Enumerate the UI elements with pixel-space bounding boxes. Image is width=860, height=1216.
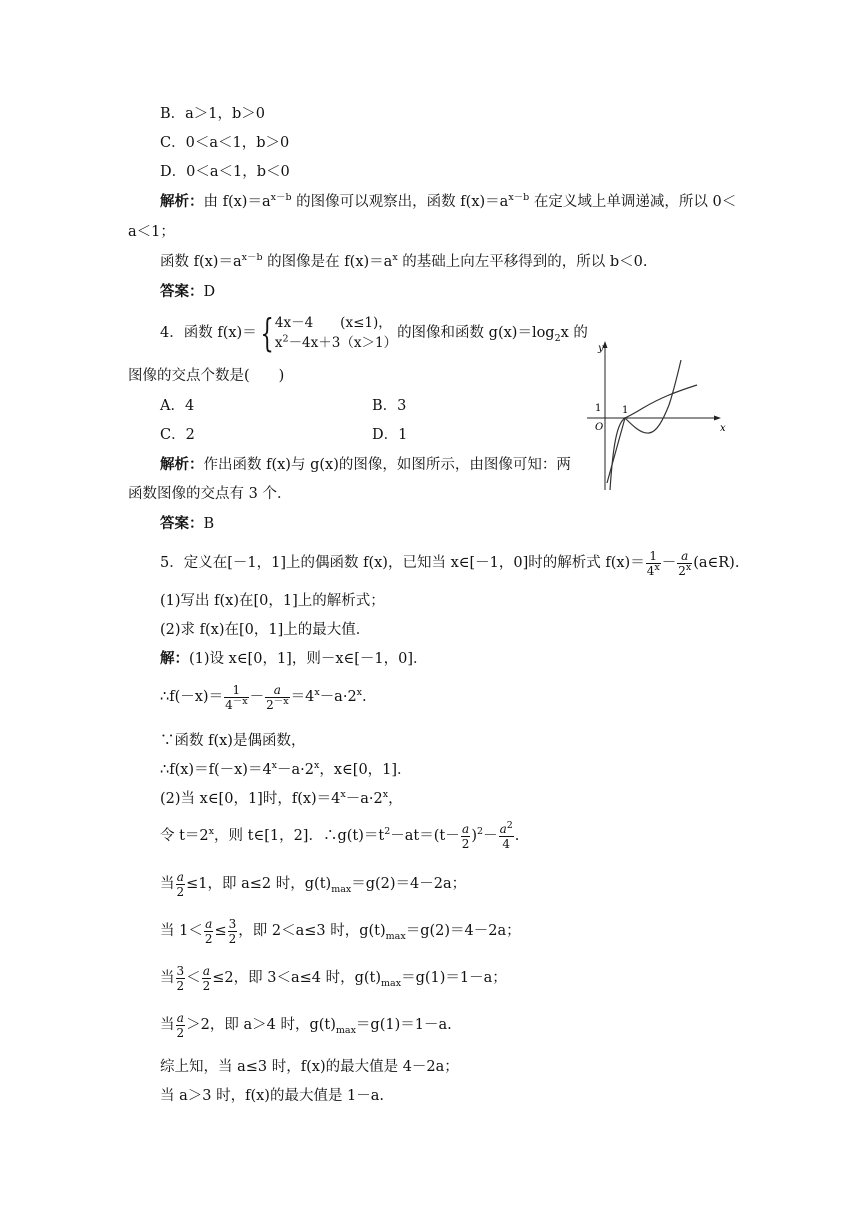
denominator: 2 (176, 1025, 185, 1040)
q5-summary-line1: 综上知，当 a≤3 时，f(x)的最大值是 4－2a； (160, 1059, 459, 1075)
fraction (202, 964, 212, 993)
x-axis-label: x (720, 423, 726, 434)
numerator: 1 (232, 682, 241, 697)
numerator: 3 (228, 916, 237, 931)
q5-solution-line3: ∵函数 f(x)是偶函数， (160, 733, 306, 749)
q4-option-b: B．3 (372, 398, 407, 414)
base: 2 (678, 563, 686, 578)
numerator: a (176, 1010, 184, 1025)
text: 当 (160, 970, 175, 986)
numerator (499, 819, 514, 836)
fraction (646, 549, 661, 578)
fraction (176, 964, 186, 993)
numerator: a (205, 916, 213, 931)
exponent: x (382, 789, 389, 801)
text: . (362, 689, 367, 705)
log-curve (610, 385, 697, 490)
fraction (499, 819, 514, 851)
text: ≤2，即 3＜a≤4 时，g(t) (212, 970, 382, 986)
q3-option-d: D．0＜a＜1，b＜0 (160, 164, 290, 180)
q3-analysis-line3 (160, 252, 648, 272)
answer-value: B (203, 516, 215, 532)
fraction (677, 549, 692, 578)
text: (2)当 x∈[0，1]时，f(x)＝4 (160, 791, 341, 807)
fraction (461, 822, 471, 851)
text: 由 f(x)＝a (203, 194, 271, 210)
exponent: x－b (270, 192, 292, 204)
brace-glyph: { (260, 311, 274, 355)
q3-option-b: B．a＞1，b＞0 (160, 106, 266, 122)
subscript: max (331, 883, 352, 895)
subscript: max (381, 977, 402, 989)
text: ＝g(2)＝4－2a； (405, 923, 521, 939)
subscript: max (335, 1024, 356, 1036)
subscript: max (385, 930, 406, 942)
numerator: 1 (649, 548, 658, 563)
x-axis-arrow (714, 416, 721, 421)
q4-analysis-line1 (160, 455, 571, 475)
text: x (274, 335, 283, 351)
text: 的图像是在 f(x)＝a (262, 254, 393, 270)
exponent: x (685, 561, 692, 573)
text: ≤ (214, 923, 227, 939)
q5-solution-line2: ∴f(－x)＝ $\frac{1}{4^{-x}}$ － $\frac{a}{2^{-x}}$ $=4^x-a\cdot 2^x$. (160, 682, 367, 712)
origin-label: O (595, 422, 604, 433)
q3-answer (160, 282, 215, 302)
numerator: a (461, 821, 470, 836)
text: 作出函数 f(x)与 g(x)的图像，如图所示，由图像可知：两 (203, 457, 571, 473)
text: ＝4 (290, 689, 315, 705)
exponent: x (654, 561, 660, 573)
q5-case2 (160, 913, 521, 949)
q4-option-c: C．2 (160, 427, 195, 443)
text: ＝g(2)＝4－2a； (351, 876, 467, 892)
answer-label: 答案： (160, 283, 204, 300)
q5-part1: (1)写出 f(x)在[0，1]上的解析式； (160, 593, 385, 609)
denominator (265, 697, 290, 712)
q5-case3 (160, 960, 507, 996)
text: ，x∈[0，1]． (319, 762, 412, 778)
q4-option-d: D．1 (372, 427, 408, 443)
text: 函数 f(x)＝a (160, 254, 242, 270)
q5-solution-line4 (160, 760, 412, 780)
exponent: 2 (477, 826, 484, 838)
denominator: 4 (499, 836, 514, 851)
text: (1)设 x∈[0，1]，则－x∈[－1，0]． (189, 651, 428, 667)
denominator (646, 563, 661, 578)
denominator: 2 (461, 836, 470, 851)
analysis-label: 解析： (160, 193, 204, 210)
numerator: a (681, 548, 689, 563)
base: 4 (225, 697, 233, 712)
text: (a∈R). (693, 555, 740, 571)
exponent: x (208, 826, 215, 838)
text: ＝g(1)＝1－a； (401, 970, 507, 986)
case-2 (275, 333, 397, 353)
fraction (176, 870, 186, 899)
denominator (677, 563, 692, 578)
exponent: x (356, 687, 363, 699)
q3-analysis-line1 (160, 192, 736, 212)
text: 在定义域上单调递减，所以 0＜ (529, 194, 737, 210)
function-graph (575, 335, 725, 495)
text: ，则 t∈[1，2]．∴g(t)＝t (214, 828, 385, 844)
fraction (265, 683, 290, 712)
exponent: 2 (506, 819, 513, 831)
exponent: x (314, 760, 320, 772)
text: 5．定义在[－1，1]上的偶函数 f(x)，已知当 x∈[－1，0]时的解析式 f(x)＝ (160, 555, 645, 571)
piecewise-cases (275, 313, 397, 353)
numerator: a (273, 682, 281, 697)
fraction (224, 683, 249, 712)
text: ，即 2＜a≤3 时，g(t) (238, 923, 386, 939)
text: x 的 (560, 325, 588, 341)
text: ， (388, 791, 403, 807)
q5-solution-line6: 令 $t=2^x$，则 t∈[1，2]．$\therefore g(t)=t^2-at=(t-$ $\frac{a}{2}$ )$^2$－ $\frac{a^2}{4}$ . (160, 819, 520, 851)
y-tick-label: 1 (595, 403, 602, 414)
q5-case1 (160, 866, 466, 902)
q5-case4 (160, 1007, 452, 1043)
exponent: x (340, 789, 346, 801)
text: ＝g(1)＝1－a. (355, 1017, 452, 1033)
text: 的基础上向左平移得到的，所以 b＜0. (397, 254, 648, 270)
exponent: －x (232, 695, 248, 707)
piecewise-curve (607, 360, 681, 483)
q4-answer (160, 514, 214, 534)
base: 4 (646, 563, 655, 578)
fraction (176, 1011, 186, 1040)
exponent: －x (273, 695, 289, 707)
solution-label: 解： (160, 650, 189, 667)
denominator: 2 (202, 978, 211, 993)
answer-value: D (203, 284, 216, 300)
numerator: 3 (176, 963, 185, 978)
x-tick-label: 1 (622, 405, 629, 416)
text: －4x＋3（x＞1） (288, 335, 398, 351)
q4-option-a: A．4 (160, 398, 195, 414)
denominator (224, 697, 249, 712)
text: ∴f(－x)＝ (160, 689, 224, 705)
fraction (228, 917, 238, 946)
exponent: 2 (282, 333, 289, 345)
text: －a·2 (345, 791, 383, 807)
q5-part2: (2)求 f(x)在[0，1]上的最大值． (160, 622, 371, 638)
base: a (499, 821, 507, 836)
answer-label: 答案： (160, 515, 204, 532)
q4-analysis-line2: 函数图像的交点有 3 个． (128, 486, 292, 502)
text: －at＝(t－ (390, 828, 460, 844)
fraction (204, 917, 214, 946)
case-1: 4x－4 (x≤1)， (274, 315, 392, 331)
text: － (483, 828, 498, 844)
subscript: 2 (554, 332, 561, 344)
text: ) (471, 828, 478, 844)
analysis-label: 解析： (160, 456, 204, 473)
text: 的图像可以观察出，函数 f(x)＝a (291, 194, 509, 210)
text: 当 1＜ (160, 923, 203, 939)
text: 令 t＝2 (160, 828, 209, 844)
q5-solution-line5 (160, 789, 403, 809)
denominator: 2 (176, 884, 185, 899)
q5-stem: 5．定义在[－1，1]上的偶函数 f(x)，已知当 x∈[－1，0]时的解析式 f(x)＝ $\frac{1}{4^x}$ － $\frac{a}{2^x}$ (a∈R). (160, 548, 740, 578)
text: ≤1，即 a≤2 时，g(t) (186, 876, 332, 892)
exponent: x－b (241, 252, 263, 264)
exponent: 2 (384, 826, 391, 838)
text: ＞2，即 a＞4 时，g(t) (186, 1017, 336, 1033)
text: 当 (160, 1017, 175, 1033)
text: 当 (160, 876, 175, 892)
denominator: 2 (176, 978, 185, 993)
text: ∴f(x)＝f(－x)＝4 (160, 762, 272, 778)
q5-solution-line1 (160, 649, 428, 669)
q5-summary-line2: 当 a＞3 时，f(x)的最大值是 1－a. (160, 1088, 385, 1104)
base: 2 (266, 697, 274, 712)
q3-analysis-line2: a＜1； (128, 224, 175, 240)
exponent: x－b (508, 192, 530, 204)
exponent: x (271, 760, 278, 772)
text: －a·2 (319, 689, 357, 705)
exponent: x (314, 687, 320, 699)
q4-stem-line1 (160, 313, 588, 353)
numerator: a (176, 869, 184, 884)
q4-stem-line2: 图像的交点个数是( ) (128, 368, 285, 384)
numerator: a (202, 963, 211, 978)
text: 的图像和函数 g(x)＝log (397, 325, 555, 341)
text: 4．函数 f(x)＝ (160, 325, 257, 341)
exponent: x (392, 252, 398, 264)
denominator: 2 (228, 931, 237, 946)
denominator: 2 (204, 931, 213, 946)
text: ＜ (186, 970, 201, 986)
q3-option-c: C．0＜a＜1，b＞0 (160, 135, 290, 151)
y-axis-label: y (598, 343, 604, 354)
text: －a·2 (277, 762, 315, 778)
